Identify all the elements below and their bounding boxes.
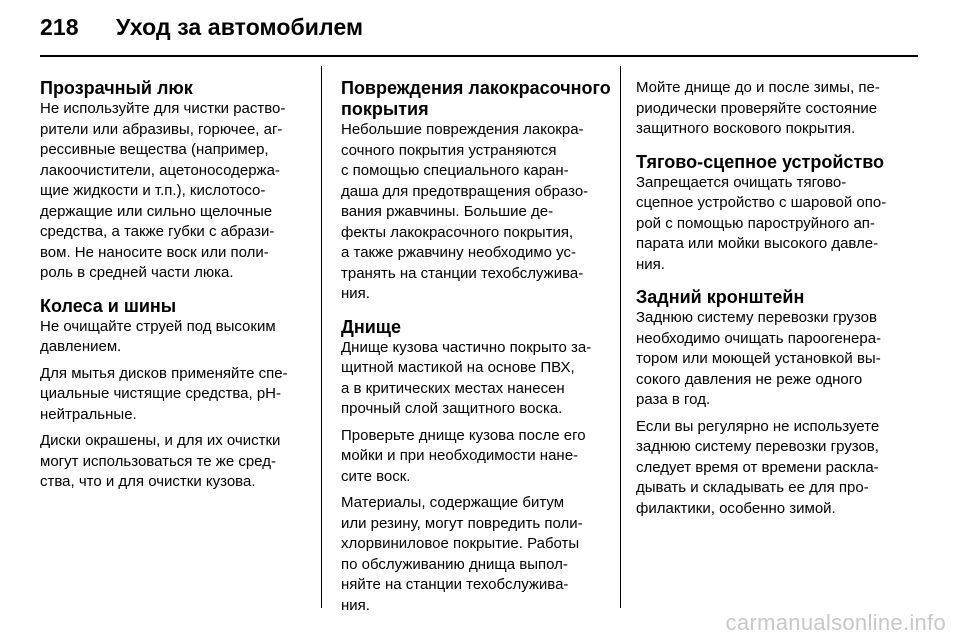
text-line: сцепное устройство с шаровой опо- [636,194,887,211]
text-line: даша для предотвращения образо- [341,182,589,200]
section [40,78,308,284]
text-line: ния. [341,285,370,302]
text-line: а также ржавчину необходимо ус- [341,244,577,261]
text-line: Не очищайте струей под высоким [40,317,276,335]
text-line: раза в год. [636,391,711,408]
text-line: Днище кузова частично покрыто за- [341,338,592,356]
text-line: рители или абразивы, горючее, аг- [40,120,283,138]
text-line: сите воск. [341,467,411,485]
text-line: с помощью специального каран- [341,162,569,179]
paragraph [40,317,308,358]
paragraph [341,120,611,305]
text-line: вом. Не наносите воск или поли- [40,243,269,261]
column-divider-1 [321,66,322,608]
text-line: няйте на станции техобслужива- [341,576,569,593]
section-title [40,296,308,317]
paragraph [636,173,908,276]
section [341,78,611,305]
text-line: необходимо очищать пароогенера- [636,329,882,347]
text-line: Для мытья дисков применяйте спе- [40,364,288,382]
text-line: филактики, особенно зимой. [636,499,836,517]
paragraph [636,417,908,520]
page-title: Уход за автомобилем [116,14,364,40]
paragraph [40,431,308,493]
section-title [40,78,308,99]
paragraph [40,99,308,284]
section-title-line: Задний кронштейн [636,287,805,307]
section-title-line: Колеса и шины [40,295,177,316]
text-line: фекты лакокрасочного покрытия, [341,223,574,241]
section [40,296,308,493]
section-title-line: покрытия [341,99,429,119]
section-title [341,317,611,338]
paragraph [341,338,611,420]
section-title-line: Тягово-сцепное устройство [636,151,885,172]
text-line: средства, а также губки с абрази- [40,223,275,240]
text-line: Не используйте для чистки раство- [40,100,286,117]
paragraph [636,78,908,140]
text-line: могут использоваться те же сред- [40,452,276,470]
text-line: прочный слой защитного воска. [341,400,563,417]
text-line: или резину, могут повредить поли- [341,514,583,532]
paragraph [341,426,611,488]
text-line: Если вы регулярно не используете [636,417,880,435]
text-line: сочного покрытия устраняются [341,141,557,159]
text-line: Диски окрашены, и для их очистки [40,432,281,449]
text-line: роль в средней части люка. [40,264,234,281]
text-line: циальные чистящие средства, pH- [40,385,281,402]
header-rule [40,55,918,57]
text-line: следует время от времени раскла- [636,458,879,476]
text-column-3 [636,78,908,531]
text-line: хлорвиниловое покрытие. Работы [341,535,580,552]
column-divider-2 [620,66,621,608]
paragraph [40,364,308,426]
text-line: транять на станции техобслужива- [341,264,584,282]
section-title [341,78,611,120]
paragraph [341,493,611,616]
text-line: щие жидкости и т.п.), кислотосо- [40,182,266,199]
text-line: вания ржавчины. Большие де- [341,203,554,220]
text-line: рой с помощью пароструйного ап- [636,214,875,232]
text-line: по обслуживанию днища выпол- [341,555,568,573]
text-line: лакоочистители, ацетоносодержа- [40,161,280,179]
text-column-1 [40,78,308,505]
page-number: 218 [40,14,79,40]
text-line: парата или мойки высокого давле- [636,235,879,252]
section [341,317,611,617]
text-line: щитной мастикой на основе ПВХ, [341,359,575,376]
text-line: Заднюю систему перевозки грузов [636,309,877,326]
text-line: Запрещается очищать тягово- [636,173,847,191]
section-title-line: Днище [341,316,401,337]
text-line: держащие или сильно щелочные [40,202,273,220]
text-line: ния. [341,596,370,614]
section [636,152,908,276]
text-line: Небольшие повреждения лакокра- [341,121,584,138]
text-line: Материалы, содержащие битум [341,494,565,511]
text-line: мойки и при необходимости нане- [341,447,579,464]
text-line: заднюю систему перевозки грузов, [636,438,879,455]
text-line: тором или моющей установкой вы- [636,350,881,367]
text-line: сокого давления не реже одного [636,370,863,388]
watermark: carmanualsonline.info [725,610,946,635]
text-line: ства, что и для очистки кузова. [40,473,256,490]
text-line: а в критических местах нанесен [341,379,565,397]
section [636,287,908,519]
section-title-line: Повреждения лакокрасочного [341,78,611,98]
section-title [636,152,908,173]
text-line: дывать и складывать ее для про- [636,479,869,496]
page-header [40,14,363,48]
text-line: риодически проверяйте состояние [636,99,878,117]
paragraph [636,308,908,411]
section-title [636,287,908,308]
section-title-line: Прозрачный люк [40,78,193,98]
text-line: давлением. [40,338,122,355]
text-column-2 [341,78,611,628]
text-line: Проверьте днище кузова после его [341,426,586,444]
text-line: рессивные вещества (например, [40,141,269,158]
text-line: ния. [636,255,665,273]
section [636,78,908,140]
text-line: защитного воскового покрытия. [636,120,856,137]
text-line: нейтральные. [40,405,137,423]
text-line: Мойте днище до и после зимы, пе- [636,79,880,96]
